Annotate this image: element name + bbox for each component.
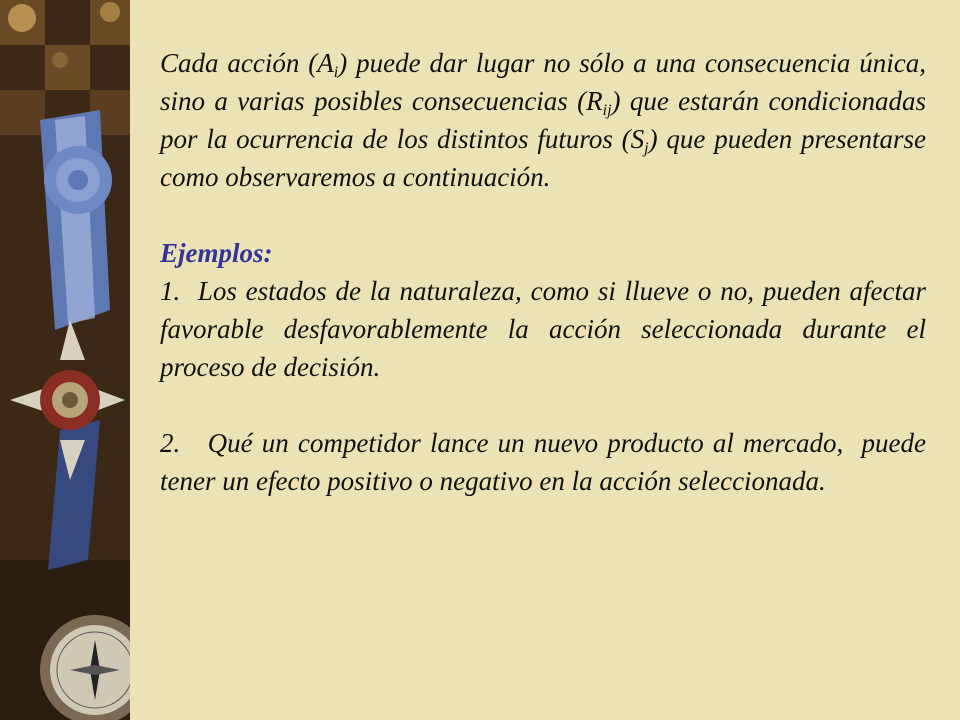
side-image-graphic [0, 0, 130, 720]
example-2: 2. Qué un competidor lance un nuevo producto al mercado, puede tener un efecto positivo o negativo en la acción seleccionada. [160, 428, 933, 496]
intro-text-part3: ) que estarán condicionadas por la ocurrencia de los distintos futuros (S [160, 86, 927, 154]
example-1: 1. Los estados de la naturaleza, como si llueve o no, pueden afectar favorable desfavorablemente la acción seleccionada durante el proceso de decisión. [160, 276, 933, 382]
intro-subscript-ij: ij [602, 102, 612, 119]
decorative-side-image [0, 0, 130, 720]
slide-body [160, 44, 933, 500]
examples-heading: Ejemplos: [160, 238, 273, 268]
spacer [160, 386, 926, 424]
intro-text-part1: Cada acción (A [160, 48, 334, 78]
intro-subscript-j: j [644, 140, 649, 157]
intro-text-part4: ) que pueden presentarse como observaremos a continuación. [160, 124, 926, 192]
intro-subscript-i: i [333, 64, 339, 81]
spacer [160, 196, 926, 234]
intro-text-part2: ) puede dar lugar no sólo a una consecuencia única, sino a varias posibles consecuencias (R [160, 48, 926, 116]
intro-paragraph [160, 44, 926, 196]
